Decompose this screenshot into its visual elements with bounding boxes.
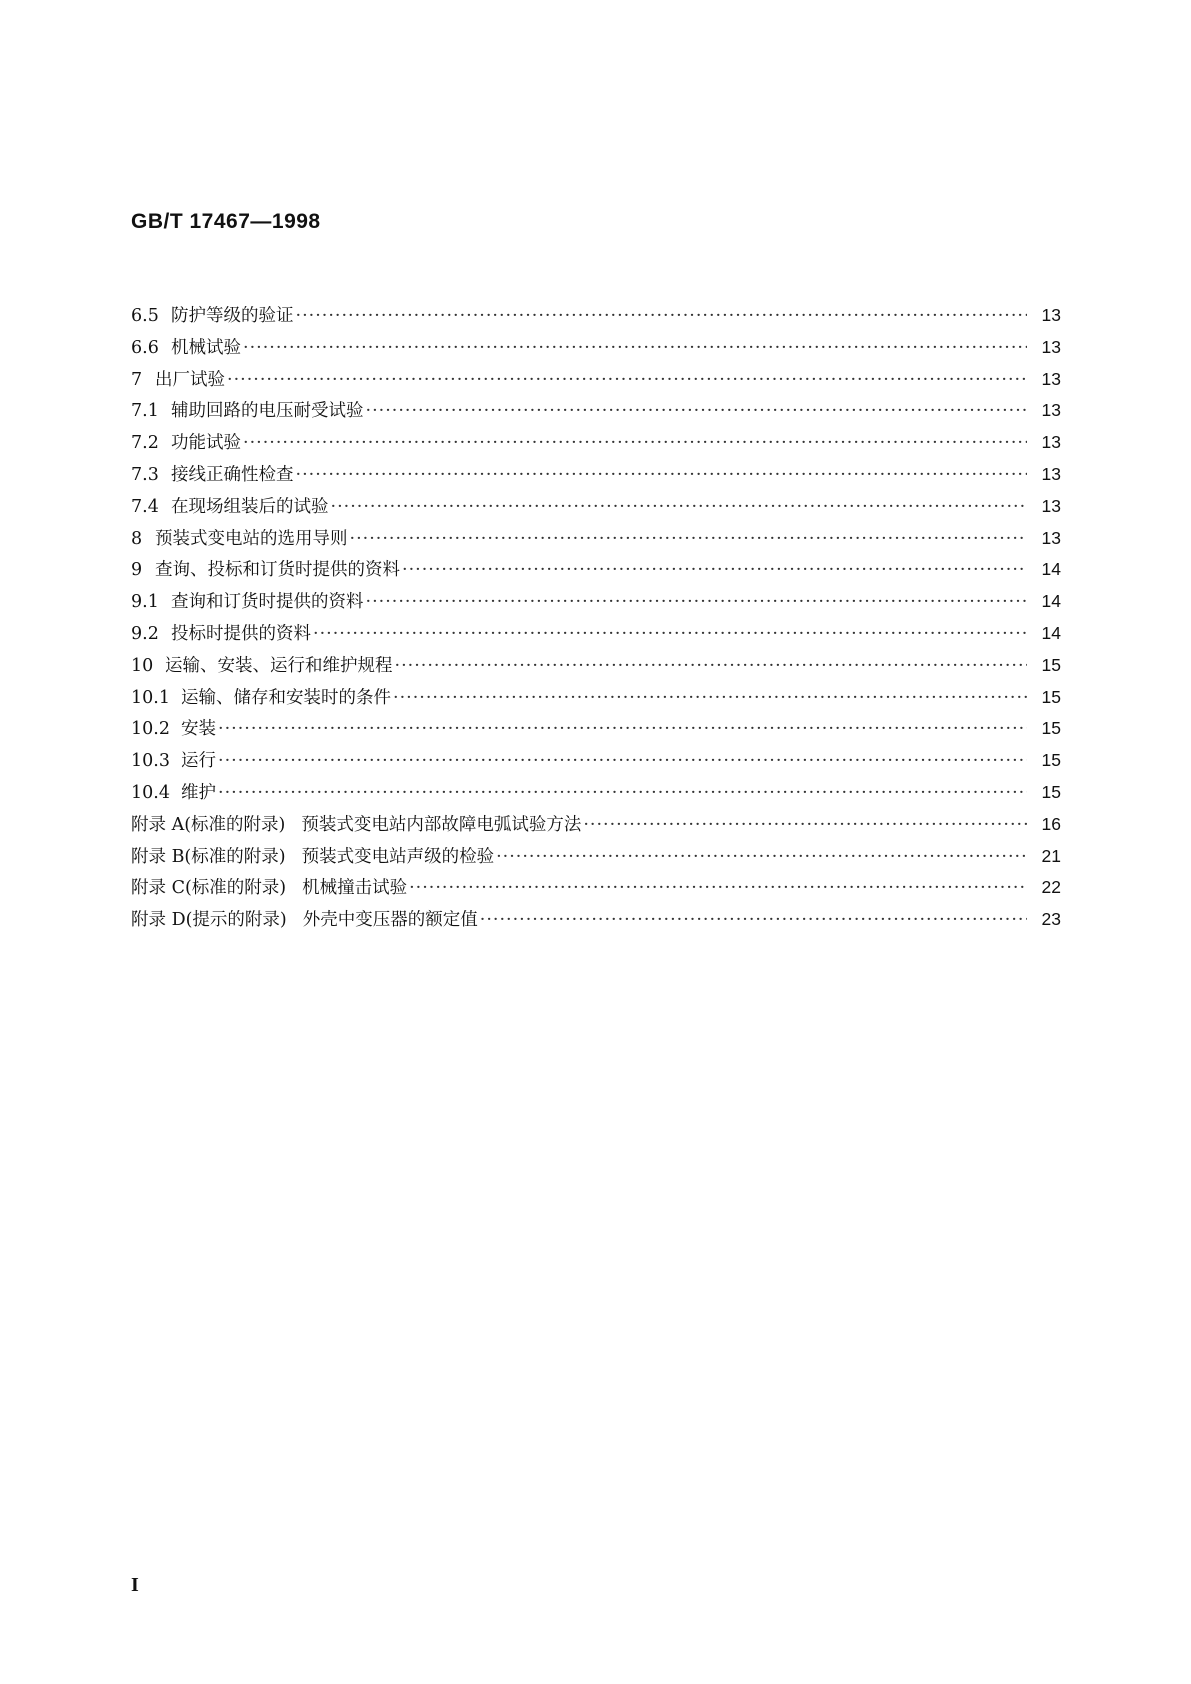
toc-entry-page: 13 (1041, 527, 1061, 548)
toc-entry-title: 机械撞击试验 (302, 878, 408, 899)
toc-leader-dots (395, 656, 1028, 676)
toc-entry-page: 22 (1041, 877, 1061, 898)
toc-entry-page: 13 (1041, 495, 1061, 516)
toc-entry-title: 辅助回路的电压耐受试验 (171, 401, 364, 422)
toc-entry-page: 13 (1041, 463, 1061, 484)
toc-entry[interactable] (131, 302, 1061, 334)
toc-entry-number: 10.4 (131, 782, 170, 803)
toc-entry-title: 预装式变电站的选用导则 (155, 528, 348, 549)
toc-appendix-entry[interactable] (131, 811, 1061, 843)
toc-entry-title: 查询、投标和订货时提供的资料 (155, 560, 400, 581)
toc-entry-number: 9.2 (131, 623, 159, 644)
toc-leader-dots (480, 910, 1027, 930)
toc-entry-title: 投标时提供的资料 (171, 623, 311, 644)
toc-entry[interactable] (131, 461, 1061, 493)
toc-entry-page: 15 (1041, 718, 1061, 739)
toc-entry-number: 7 (131, 369, 143, 390)
toc-appendix-label: 附录 A(标准的附录) (131, 814, 286, 835)
toc-entry-number: 6.6 (131, 337, 159, 358)
toc-entry-number: 10 (131, 655, 154, 676)
toc-entry-page: 13 (1041, 400, 1061, 421)
toc-entry-number: 6.5 (131, 306, 159, 326)
toc-leader-dots (402, 560, 1027, 580)
toc-leader-dots (313, 624, 1027, 644)
toc-appendix-entry[interactable] (131, 906, 1061, 938)
toc-appendix-entry[interactable] (131, 843, 1061, 875)
toc-entry[interactable] (131, 620, 1061, 652)
toc-leader-dots (218, 751, 1027, 771)
toc-leader-dots (218, 719, 1027, 739)
toc-entry-title: 预装式变电站声级的检验 (301, 846, 495, 867)
toc-entry-title: 运输、储存和安装时的条件 (181, 687, 391, 708)
toc-entry-page: 21 (1041, 845, 1061, 866)
toc-entry-page: 13 (1041, 336, 1061, 357)
toc-entry[interactable] (131, 334, 1061, 366)
toc-entry-title: 维护 (181, 782, 216, 803)
toc-entry-title: 在现场组装后的试验 (171, 496, 329, 517)
toc-appendix-label: 附录 C(标准的附录) (131, 878, 287, 899)
toc-leader-dots (296, 465, 1028, 485)
toc-entry-title: 接线正确性检查 (171, 464, 294, 485)
toc-entry-number: 7.4 (131, 496, 159, 517)
toc-entry-number: 7.1 (131, 401, 159, 422)
standard-code: GB/T 17467—1998 (131, 210, 321, 233)
toc-entry-page: 15 (1041, 750, 1061, 771)
toc-entry[interactable] (131, 556, 1061, 588)
toc-entry-page: 15 (1041, 686, 1061, 707)
toc-entry[interactable] (131, 366, 1061, 398)
page-number: I (131, 1574, 139, 1596)
toc-entry-page: 14 (1041, 622, 1061, 643)
toc-appendix-entry[interactable] (131, 874, 1061, 906)
toc-entry-title: 运行 (181, 751, 216, 772)
toc-entry-number: 9 (131, 560, 143, 581)
toc-entry[interactable] (131, 397, 1061, 429)
toc-leader-dots (350, 529, 1028, 549)
toc-entry-page: 14 (1041, 591, 1061, 612)
toc-entry-number: 10.3 (131, 751, 170, 772)
toc-entry-page: 16 (1041, 813, 1061, 834)
toc-leader-dots (227, 370, 1027, 390)
toc-entry-page: 14 (1041, 559, 1061, 580)
toc-leader-dots (393, 688, 1027, 708)
toc-entry-number: 9.1 (131, 592, 159, 613)
toc-appendix-label: 附录 D(提示的附录) (131, 910, 287, 931)
toc-entry[interactable] (131, 588, 1061, 620)
toc-entry[interactable] (131, 684, 1061, 716)
toc-entry[interactable] (131, 429, 1061, 461)
toc-leader-dots (583, 815, 1027, 835)
toc-entry-page: 13 (1041, 432, 1061, 453)
toc-entry-number: 7.2 (131, 433, 159, 454)
toc-leader-dots (366, 592, 1028, 612)
toc-entry-title: 安装 (181, 719, 216, 740)
toc-leader-dots (409, 878, 1027, 898)
toc-entry-number: 10.1 (131, 687, 170, 708)
table-of-contents (131, 302, 1061, 938)
toc-leader-dots (366, 401, 1028, 421)
toc-entry-page: 15 (1041, 781, 1061, 802)
toc-entry-title: 预装式变电站内部故障电弧试验方法 (301, 814, 582, 835)
toc-entry[interactable] (131, 715, 1061, 747)
toc-entry-title: 防护等级的验证 (171, 306, 294, 326)
toc-leader-dots (243, 338, 1027, 358)
toc-entry[interactable] (131, 525, 1061, 557)
toc-entry-title: 机械试验 (171, 337, 241, 358)
toc-entry-title: 功能试验 (171, 433, 241, 454)
toc-entry-page: 15 (1041, 654, 1061, 675)
toc-entry-number: 7.3 (131, 464, 159, 485)
toc-entry[interactable] (131, 779, 1061, 811)
toc-entry[interactable] (131, 493, 1061, 525)
toc-entry-page: 13 (1041, 305, 1061, 325)
toc-entry[interactable] (131, 747, 1061, 779)
toc-entry-title: 出厂试验 (155, 369, 225, 390)
toc-entry-title: 运输、安装、运行和维护规程 (165, 655, 393, 676)
toc-entry-title: 查询和订货时提供的资料 (171, 592, 364, 613)
toc-entry-title: 外壳中变压器的额定值 (302, 910, 478, 931)
toc-entry[interactable] (131, 652, 1061, 684)
toc-leader-dots (496, 847, 1027, 867)
toc-entry-number: 10.2 (131, 719, 170, 740)
toc-leader-dots (296, 306, 1028, 326)
toc-leader-dots (331, 497, 1028, 517)
toc-entry-page: 13 (1041, 368, 1061, 389)
toc-entry-page: 23 (1041, 909, 1061, 930)
toc-appendix-label: 附录 B(标准的附录) (131, 846, 286, 867)
toc-entry-number: 8 (131, 528, 143, 549)
toc-leader-dots (218, 783, 1027, 803)
toc-leader-dots (243, 433, 1027, 453)
